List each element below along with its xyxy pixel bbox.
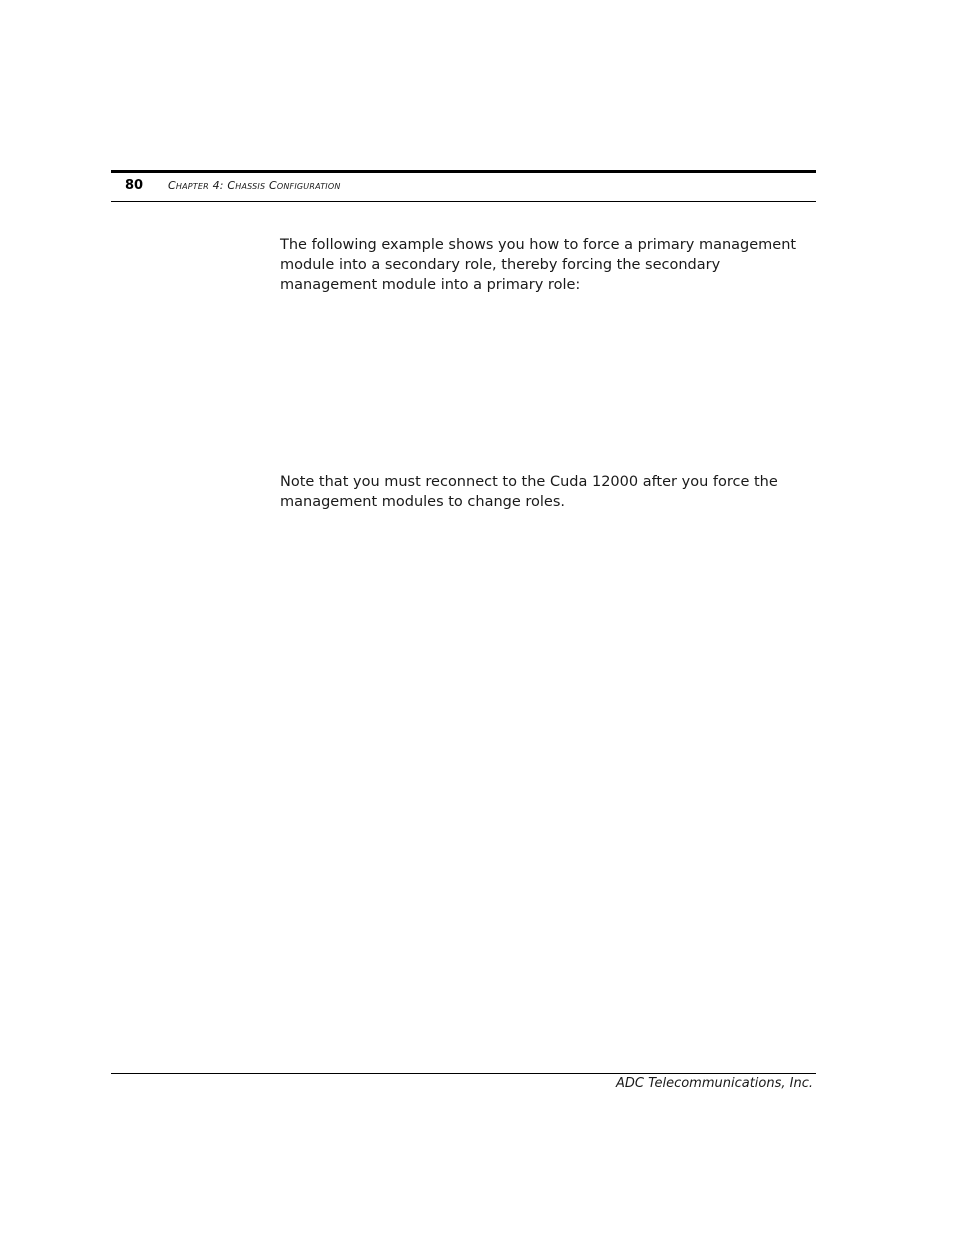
footer-rule bbox=[111, 1073, 816, 1074]
intro-paragraph: The following example shows you how to force a primary management module into a secondary role, thereby forcing the secondary management module into a primary role: bbox=[280, 237, 797, 293]
chapter-title: Chapter 4: Chassis Configuration bbox=[168, 179, 341, 192]
header-top-rule bbox=[111, 170, 816, 173]
running-header bbox=[111, 176, 816, 196]
header-bottom-rule bbox=[111, 201, 816, 202]
note-paragraph: Note that you must reconnect to the Cuda 12000 after you force the management modules to change roles. bbox=[280, 474, 778, 510]
page-number: 80 bbox=[125, 178, 144, 193]
footer-company: ADC Telecommunications, Inc. bbox=[616, 1076, 813, 1091]
